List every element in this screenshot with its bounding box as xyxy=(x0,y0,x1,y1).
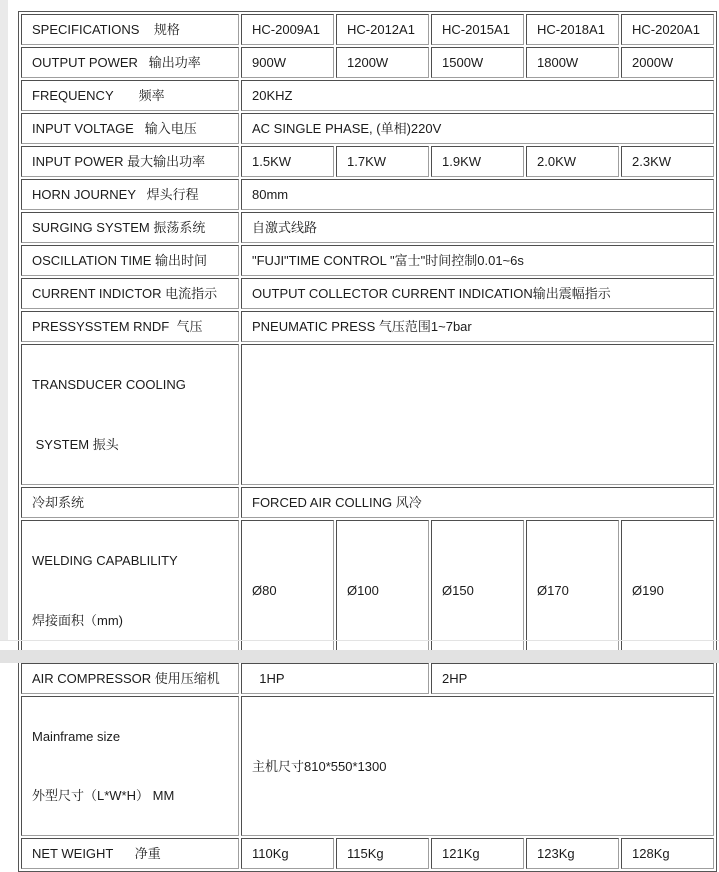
row-label-line1: TRANSDUCER COOLING xyxy=(32,377,186,393)
value-cell: 20KHZ xyxy=(241,80,714,111)
value-cell: 2.3KW xyxy=(621,146,714,177)
table-row-current-indictor xyxy=(21,278,714,309)
row-label: SURGING SYSTEM 振荡系统 xyxy=(21,212,239,243)
row-label-line2: 外型尺寸（L*W*H） MM xyxy=(32,788,175,804)
row-label-line2: SYSTEM 振头 xyxy=(32,436,119,452)
value-cell: PNEUMATIC PRESS 气压范围1~7bar xyxy=(241,311,714,342)
model-cell: HC-2018A1 xyxy=(526,14,619,45)
table-row-frequency xyxy=(21,80,714,111)
empty-value-cell xyxy=(241,344,714,485)
value-cell: 1HP xyxy=(241,663,429,694)
value-cell: 2HP xyxy=(431,663,714,694)
table-row-input-voltage xyxy=(21,113,714,144)
specifications-table xyxy=(18,11,717,872)
table-row-input-power xyxy=(21,146,714,177)
row-label: INPUT VOLTAGE 输入电压 xyxy=(21,113,239,144)
value-cell: 1.9KW xyxy=(431,146,524,177)
model-cell: HC-2012A1 xyxy=(336,14,429,45)
table-row-cooling-system xyxy=(21,487,714,518)
value-cell: 123Kg xyxy=(526,838,619,869)
model-cell: HC-2020A1 xyxy=(621,14,714,45)
row-label: INPUT POWER 最大输出功率 xyxy=(21,146,239,177)
value-cell: AC SINGLE PHASE, (单相)220V xyxy=(241,113,714,144)
table-row-mainframe-size xyxy=(21,696,714,837)
table-row-horn-journey xyxy=(21,179,714,210)
table-row-surging-system xyxy=(21,212,714,243)
value-cell: 1.5KW xyxy=(241,146,334,177)
value-cell: FORCED AIR COLLING 风冷 xyxy=(241,487,714,518)
table-row-transducer-cooling xyxy=(21,344,714,485)
row-label: AIR COMPRESSOR 使用压缩机 xyxy=(21,663,239,694)
value-cell: 115Kg xyxy=(336,838,429,869)
value-cell: 121Kg xyxy=(431,838,524,869)
content-divider xyxy=(0,640,719,641)
value-cell: Ø80 xyxy=(241,520,334,661)
row-label xyxy=(21,696,239,837)
horizontal-scrollbar-track[interactable] xyxy=(0,650,719,663)
value-cell: 128Kg xyxy=(621,838,714,869)
table-row-net-weight xyxy=(21,838,714,869)
row-label: CURRENT INDICTOR 电流指示 xyxy=(21,278,239,309)
value-cell: 1800W xyxy=(526,47,619,78)
row-label: HORN JOURNEY 焊头行程 xyxy=(21,179,239,210)
row-label-line1: WELDING CAPABLILITY xyxy=(32,552,178,568)
value-cell: 80mm xyxy=(241,179,714,210)
row-label-line2: 焊接面积（mm) xyxy=(32,612,123,628)
value-cell: "FUJI"TIME CONTROL "富士"时间控制0.01~6s xyxy=(241,245,714,276)
value-cell: 2000W xyxy=(621,47,714,78)
value-cell: Ø100 xyxy=(336,520,429,661)
table-row-air-compressor xyxy=(21,663,714,694)
table-row-oscillation-time xyxy=(21,245,714,276)
row-label: OSCILLATION TIME 输出时间 xyxy=(21,245,239,276)
left-margin-strip xyxy=(0,0,8,641)
value-cell: 1200W xyxy=(336,47,429,78)
value-cell: Ø170 xyxy=(526,520,619,661)
model-cell: HC-2015A1 xyxy=(431,14,524,45)
row-label: NET WEIGHT 净重 xyxy=(21,838,239,869)
table-row-output-power xyxy=(21,47,714,78)
value-cell: OUTPUT COLLECTOR CURRENT INDICATION输出震幅指示 xyxy=(241,278,714,309)
value-cell: Ø150 xyxy=(431,520,524,661)
value-cell: Ø190 xyxy=(621,520,714,661)
value-cell: 110Kg xyxy=(241,838,334,869)
value-cell: 1500W xyxy=(431,47,524,78)
row-label-line1: Mainframe size xyxy=(32,728,121,744)
value-cell: 1.7KW xyxy=(336,146,429,177)
model-cell: HC-2009A1 xyxy=(241,14,334,45)
value-cell: 主机尺寸810*550*1300 xyxy=(241,696,714,837)
row-label xyxy=(21,344,239,485)
table-row-specifications xyxy=(21,14,714,45)
row-label: SPECIFICATIONS 规格 xyxy=(21,14,239,45)
table-row-press-system xyxy=(21,311,714,342)
row-label: 冷却系统 xyxy=(21,487,239,518)
value-cell: 2.0KW xyxy=(526,146,619,177)
value-cell: 900W xyxy=(241,47,334,78)
row-label: FREQUENCY 频率 xyxy=(21,80,239,111)
row-label: PRESSYSSTEM RNDF 气压 xyxy=(21,311,239,342)
value-cell: 自激式线路 xyxy=(241,212,714,243)
row-label: OUTPUT POWER 输出功率 xyxy=(21,47,239,78)
